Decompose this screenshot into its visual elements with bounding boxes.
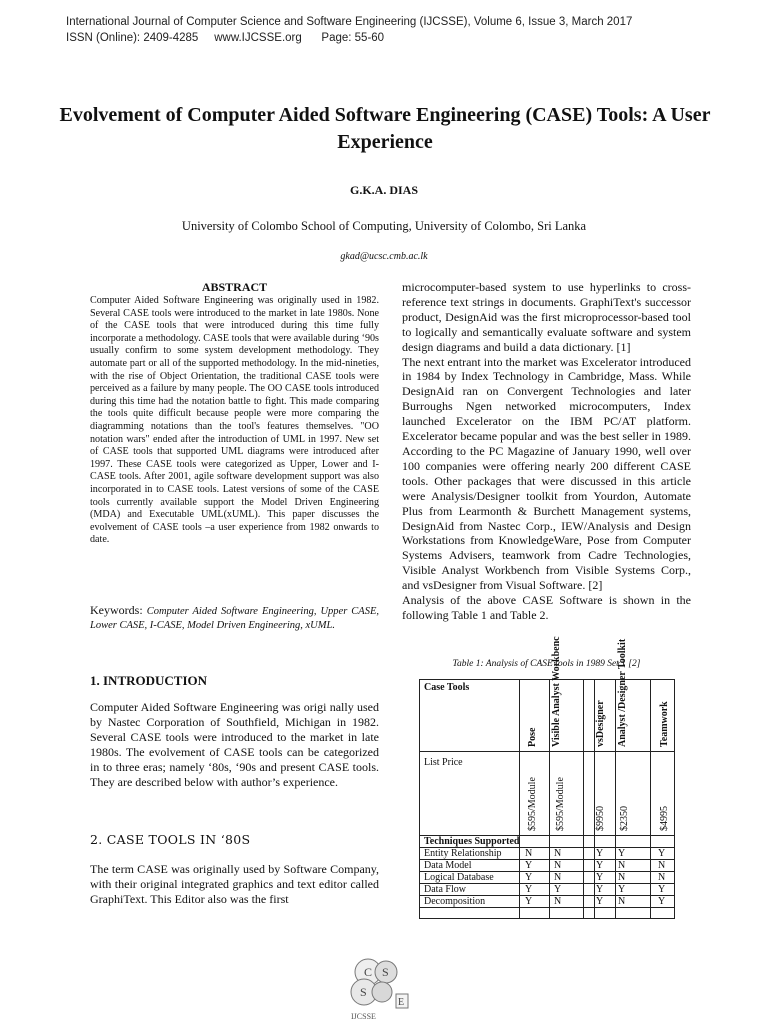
website-link[interactable]: www.IJCSSE.org xyxy=(214,32,302,44)
keywords xyxy=(90,603,379,633)
paragraph: Analysis of the above CASE Software is shown in the following Table 1 and Table 2. xyxy=(402,593,691,622)
table-cell: Y xyxy=(525,860,533,871)
techniques-section-label: Techniques Supported xyxy=(424,836,520,847)
price-row-label: List Price xyxy=(424,757,463,768)
technique-label: Entity Relationship xyxy=(424,848,502,859)
price-teamwork: $4995 xyxy=(659,806,670,831)
table-cell: Y xyxy=(525,884,533,895)
tool-header-analyst-designer: Analyst /Designer Toolkit xyxy=(617,638,628,747)
logo-letter: C xyxy=(364,965,373,979)
table-cell: Y xyxy=(658,848,666,859)
section-heading-case-tools-80s: 2. CASE TOOLS IN ‘80S xyxy=(90,832,251,847)
paragraph: microcomputer-based system to use hyperlinks to cross-reference text strings in documents. GraphiText's successor product, DesignAid was the first microprocessor-based tool to logically and semantically evaluate software and system design diagrams and build a data dictionary. [1] xyxy=(402,280,691,354)
abstract-heading: ABSTRACT xyxy=(201,280,268,294)
table-cell: Y xyxy=(525,896,533,907)
journal-logo-icon xyxy=(338,950,412,1020)
table-cell: Y xyxy=(658,884,666,895)
table-cell: Y xyxy=(596,848,604,859)
journal-meta xyxy=(66,30,632,46)
table-cell: N xyxy=(554,872,562,883)
logo-letter: S xyxy=(360,985,367,999)
section-heading-introduction: 1. INTRODUCTION xyxy=(90,673,208,688)
table-cell: Y xyxy=(596,872,604,883)
paper-title: Evolvement of Computer Aided Software Engineering (CASE) Tools: A User Experience xyxy=(59,104,711,153)
issn: ISSN (Online): 2409-4285 xyxy=(66,32,199,44)
price-vsdesigner: $9950 xyxy=(595,806,606,831)
keywords-text: Computer Aided Software Engineering, Upper CASE, Lower CASE, I-CASE, Model Driven Engineering, xUML. xyxy=(90,606,380,631)
technique-label: Data Model xyxy=(424,860,472,871)
table-cell: N xyxy=(554,860,562,871)
paragraph: The next entrant into the market was Excelerator introduced in 1984 by Index Technology in Cambridge, Mass. While DesignAid ran on Convergent Technologies and later Burroughs Ngen networked microcomputers, Index launched Excelerator on the IBM PC/AT platform. Excelerator became popular and was the best seller in 1989. According to the PC Magazine of January 1990, well over 100 companies were offering nearly 200 different CASE tools. Other packages that were discussed in this article were Analysis/Designer toolkit from Yourdon, Automate Plus from Learmonth & Burchett Management systems, DesignAid from Nastec Corp., IEW/Analysis and Design Workstations from KnowledgeWare, Pose from Computer Systems Advisers, teamwork from Cadre Technologies, Visible Analyst Workbench from Visible Systems Corp., and vsDesigner from Visual Software. [2] xyxy=(402,354,691,593)
logo-letter: S xyxy=(382,965,389,979)
logo-letter: E xyxy=(398,997,405,1008)
table-cell: N xyxy=(554,848,562,859)
tool-header-teamwork: Teamwork xyxy=(659,701,670,747)
introduction-text: Computer Aided Software Engineering was origi nally used by Nastec Corporation of Southfield, Michigan in 1982. Several CASE tools were introduced to the market in late 1980s. The evolvement of CASE tools can be categorized in to three eras; namely ‘80s, ‘90s and present CASE tools. They are described below with author’s experience. xyxy=(90,700,379,789)
journal-header xyxy=(66,14,632,46)
table-cell: Y xyxy=(554,884,562,895)
table-cell: Y xyxy=(596,860,604,871)
table-corner-label: Case Tools xyxy=(424,682,470,693)
keywords-label: Keywords: xyxy=(90,603,143,617)
tool-header-vsdesigner: vsDesigner xyxy=(595,700,606,747)
table-cell: Y xyxy=(596,896,604,907)
table-cell: N xyxy=(658,860,666,871)
price-analyst-designer: $2350 xyxy=(619,806,630,831)
table-cell: N xyxy=(618,872,626,883)
author-email[interactable]: gkad@ucsc.cmb.ac.lk xyxy=(340,251,428,262)
technique-label: Decomposition xyxy=(424,896,486,907)
tool-header-visible-analyst: Visible Analyst Workbenc xyxy=(551,636,562,747)
author-affiliation: University of Colombo School of Computing, University of Colombo, Sri Lanka xyxy=(181,219,587,233)
technique-label: Data Flow xyxy=(424,884,466,895)
abstract-text: Computer Aided Software Engineering was originally used in 1982. Several CASE tools were introduced to the market in late 1980s. None of the CASE tools that were introduced during this time fully incorporate a methodology. CASE tools that were available during ‘90s usually confirm to some system development methodology. They automate part or all of the supported methodology. In the mid-nineties, with the rise of Object Orientation, the traditional CASE tools were perceived as a failure by many people. The OO CASE tools introduced during this time had the notation battle to fight. This made comparing the tools quite difficult because people were more comparing the diagramming notations than the tool's features themselves. "OO notation wars" ended after the introduction of UML in 1997. New set of CASE tools that supported UML diagrams were introduced after 1997. These CASE tools were categorized as Upper, Lower and I-CASE tools. After 2001, agile software development support was also incorporated in to CASE tools. Latest versions of some of the CASE tools currently available support the Model Driven Engineering (MDA) and Executable UML(xUML). This paper discusses the evolvement of CASE tools –a user experience from 1982 onwards to date. xyxy=(90,295,379,546)
table-cell: Y xyxy=(618,884,626,895)
table-cell: Y xyxy=(618,848,626,859)
table-cell: N xyxy=(554,896,562,907)
table-cell: N xyxy=(658,872,666,883)
table-cell: Y xyxy=(658,896,666,907)
journal-name: International Journal of Computer Science and Software Engineering (IJCSSE), Volume 6, Issue 3, March 2017 xyxy=(66,16,633,28)
tool-header-pose: Pose xyxy=(527,727,538,747)
table-cell: N xyxy=(618,860,626,871)
table-cell: N xyxy=(525,848,533,859)
table-caption: Table 1: Analysis of CASE tools in 1989 Set 1 [2] xyxy=(452,659,641,669)
technique-label: Logical Database xyxy=(424,872,494,883)
price-visible-analyst: $595/Module xyxy=(555,777,566,831)
page-range: Page: 55-60 xyxy=(321,32,385,44)
logo-label: IJCSSE xyxy=(351,1012,376,1021)
table-cell: Y xyxy=(596,884,604,895)
author-name: G.K.A. DIAS xyxy=(349,183,418,197)
table-cell: N xyxy=(618,896,626,907)
case-tools-80s-text: The term CASE was originally used by Software Company, with their original integrated graphics and text editor called GraphiText. This Editor also was the first xyxy=(90,862,379,906)
table-cell: Y xyxy=(525,872,533,883)
right-column-text xyxy=(402,280,691,623)
price-pose: $595/Module xyxy=(527,777,538,831)
